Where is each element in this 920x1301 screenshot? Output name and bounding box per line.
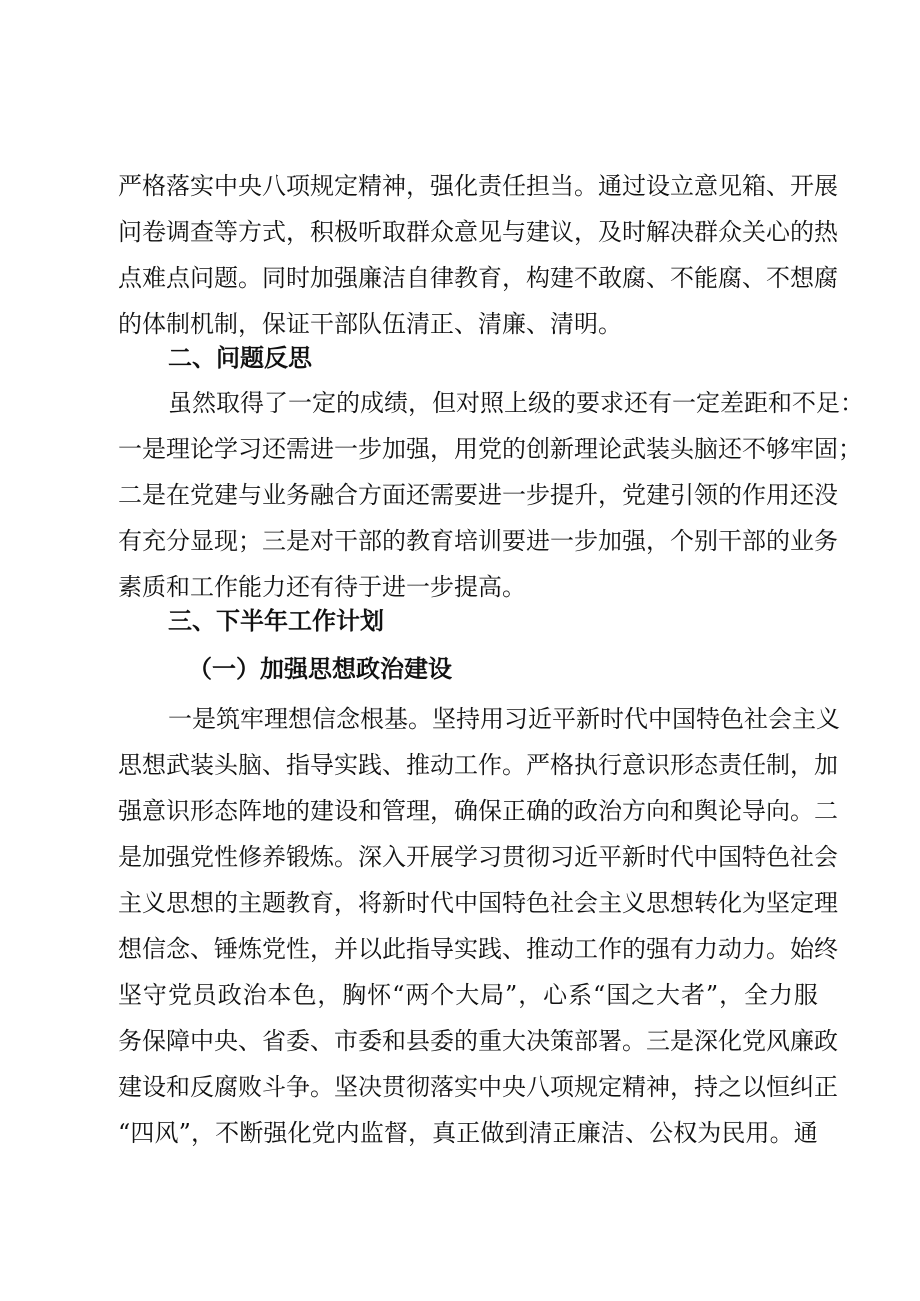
text-line: 严 格 落 实 中 央 八 项 规 定 精 神 ， 强 化 责 任 担 当 。 通 过 设 立 意 见 箱 、 开 展: [118, 172, 838, 200]
text-line: 主 义 思 想 的 主 题 教 育 ， 将 新 时 代 中 国 特 色 社 会 主 义 思 想 转 化 为 坚 定 理: [118, 889, 838, 917]
section-heading-problem-reflection: 二、问题反思: [168, 344, 312, 372]
text-line: 一 是 筑 牢 理 想 信 念 根 基 。 坚 持 用 习 近 平 新 时 代 中 国 特 色 社 会 主 义: [168, 705, 840, 733]
paragraph-political-construction: [118, 696, 840, 1156]
text-line: “ 四 风 ” ， 不 断 强 化 党 内 监 督 ， 真 正 做 到 清 正 廉 洁 、 公 权 为 民 用 。 通: [118, 1119, 818, 1147]
text-line: 问 卷 调 查 等 方 式 ， 积 极 听 取 群 众 意 见 与 建 议 ， 及 时 解 决 群 众 关 心 的 热: [118, 218, 838, 246]
paragraph-problems: [118, 380, 864, 610]
text-line: 建 设 和 反 腐 败 斗 争 。 坚 决 贯 彻 落 实 中 央 八 项 规 定 精 神 ， 持 之 以 恒 纠 正: [118, 1073, 838, 1101]
text-line: 想 信 念 、 锤 炼 党 性 ， 并 以 此 指 导 实 践 、 推 动 工 作 的 强 有 力 动 力 。 始 终: [118, 935, 838, 963]
text-line: 有 充 分 显 现 ； 三 是 对 干 部 的 教 育 培 训 要 进 一 步 加 强 ， 个 别 干 部 的 业 务: [118, 527, 838, 555]
text-line: 一 是 理 论 学 习 还 需 进 一 步 加 强 ， 用 党 的 创 新 理 论 武 装 头 脑 还 不 够 牢 固 ；: [118, 435, 862, 463]
section-heading-work-plan: 三、下半年工作计划: [168, 607, 384, 635]
text-line: 思 想 武 装 头 脑 、 指 导 实 践 、 推 动 工 作 。 严 格 执 行 意 识 形 态 责 任 制 ， 加: [118, 751, 838, 779]
text-line: 是 加 强 党 性 修 养 锻 炼 。 深 入 开 展 学 习 贯 彻 习 近 平 新 时 代 中 国 特 色 社 会: [118, 843, 838, 871]
text-line: 的体制机制，保证干部队伍清正、清廉、清明。: [118, 310, 622, 338]
text-line: 素质和工作能力还有待于进一步提高。: [118, 573, 526, 601]
text-line: 二 是 在 党 建 与 业 务 融 合 方 面 还 需 要 进 一 步 提 升 ， 党 建 引 领 的 作 用 还 没: [118, 481, 838, 509]
text-line: 强 意 识 形 态 阵 地 的 建 设 和 管 理 ， 确 保 正 确 的 政 治 方 向 和 舆 论 导 向 。 二: [118, 797, 838, 825]
subsection-heading-political-construction: （一）加强思想政治建设: [188, 655, 452, 683]
text-line: 虽 然 取 得 了 一 定 的 成 绩 ， 但 对 照 上 级 的 要 求 还 有 一 定 差 距 和 不 足 ：: [168, 389, 864, 417]
text-line: 坚 守 党 员 政 治 本 色 ， 胸 怀 “ 两 个 大 局 ” ， 心 系 “ 国 之 大 者 ” ， 全 力 服: [118, 981, 818, 1009]
text-line: 点 难 点 问 题 。 同 时 加 强 廉 洁 自 律 教 育 ， 构 建 不 敢 腐 、 不 能 腐 、 不 想 腐: [118, 264, 838, 292]
text-line: 务 保 障 中 央 、 省 委 、 市 委 和 县 委 的 重 大 决 策 部 署 。 三 是 深 化 党 风 廉 政: [118, 1027, 838, 1055]
paragraph-integrity: [118, 163, 838, 347]
